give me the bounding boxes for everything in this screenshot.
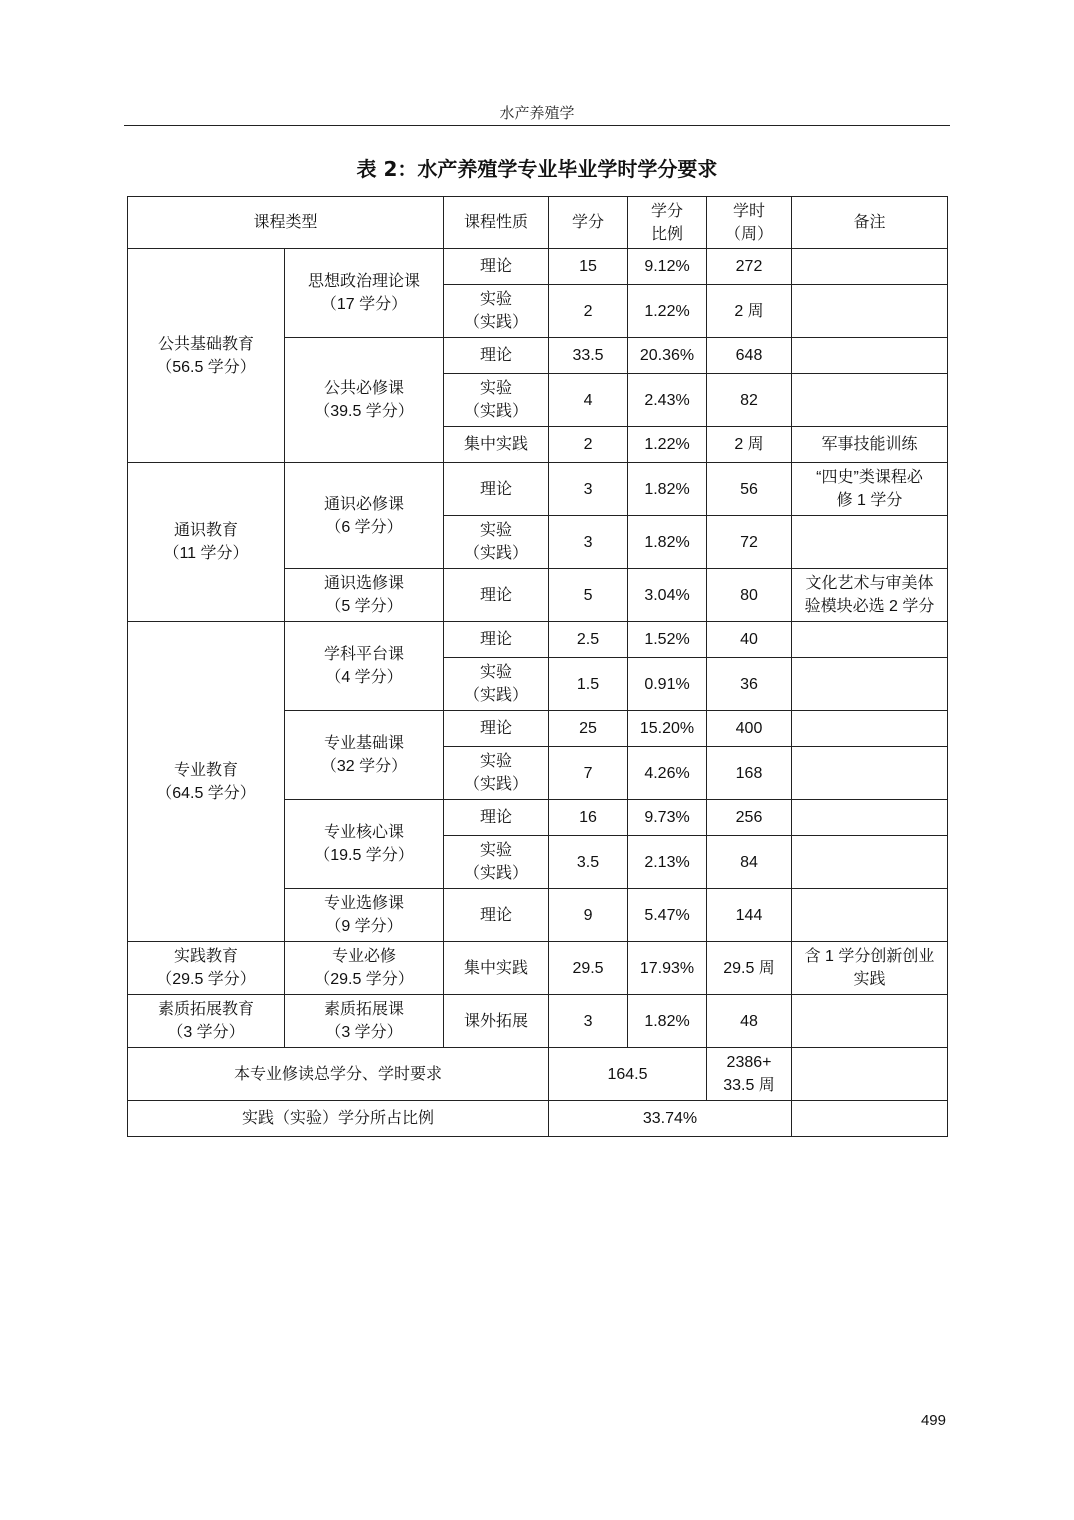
cell-credit: 16 bbox=[549, 800, 628, 836]
cell-credit: 5 bbox=[549, 569, 628, 622]
cell-ratio: 2.43% bbox=[628, 374, 707, 427]
cell-credit: 4 bbox=[549, 374, 628, 427]
cell-ratio: 5.47% bbox=[628, 889, 707, 942]
group-practice: 实践教育 （29.5 学分） bbox=[128, 942, 285, 995]
table-row bbox=[128, 249, 948, 285]
running-header: 水产养殖学 bbox=[499, 104, 575, 122]
cell-remark bbox=[792, 658, 948, 711]
table-row bbox=[128, 622, 948, 658]
cell-nature: 课外拓展 bbox=[444, 995, 549, 1048]
subgroup-public-required: 公共必修课 （39.5 学分） bbox=[285, 338, 444, 463]
header-course-nature: 课程性质 bbox=[444, 197, 549, 249]
cell-ratio: 3.04% bbox=[628, 569, 707, 622]
cell-remark bbox=[792, 374, 948, 427]
subgroup-discipline: 学科平台课 （4 学分） bbox=[285, 622, 444, 711]
totals-row bbox=[128, 1048, 948, 1101]
practice-ratio-value: 33.74% bbox=[549, 1101, 792, 1137]
cell-credit: 2 bbox=[549, 427, 628, 463]
header-credit-ratio: 学分 比例 bbox=[628, 197, 707, 249]
cell-hours: 256 bbox=[707, 800, 792, 836]
cell-nature: 理论 bbox=[444, 889, 549, 942]
cell-remark bbox=[792, 285, 948, 338]
cell-hours: 29.5 周 bbox=[707, 942, 792, 995]
cell-nature: 实验 （实践） bbox=[444, 516, 549, 569]
cell-ratio: 4.26% bbox=[628, 747, 707, 800]
cell-hours: 48 bbox=[707, 995, 792, 1048]
cell-credit: 15 bbox=[549, 249, 628, 285]
practice-ratio-row bbox=[128, 1101, 948, 1137]
subgroup-practice-required: 专业必修 （29.5 学分） bbox=[285, 942, 444, 995]
cell-ratio: 1.82% bbox=[628, 995, 707, 1048]
cell-nature: 集中实践 bbox=[444, 942, 549, 995]
cell-credit: 3.5 bbox=[549, 836, 628, 889]
subgroup-general-elective: 通识选修课 （5 学分） bbox=[285, 569, 444, 622]
cell-nature: 理论 bbox=[444, 338, 549, 374]
subgroup-major-basic: 专业基础课 （32 学分） bbox=[285, 711, 444, 800]
header-course-type: 课程类型 bbox=[128, 197, 444, 249]
cell-hours: 2 周 bbox=[707, 427, 792, 463]
cell-hours: 144 bbox=[707, 889, 792, 942]
table-row bbox=[128, 463, 948, 516]
header-credit: 学分 bbox=[549, 197, 628, 249]
cell-remark bbox=[792, 836, 948, 889]
cell-ratio: 1.82% bbox=[628, 516, 707, 569]
totals-credits: 164.5 bbox=[549, 1048, 707, 1101]
cell-ratio: 0.91% bbox=[628, 658, 707, 711]
cell-remark: “四史”类课程必 修 1 学分 bbox=[792, 463, 948, 516]
cell-hours: 82 bbox=[707, 374, 792, 427]
cell-credit: 7 bbox=[549, 747, 628, 800]
cell-nature: 理论 bbox=[444, 711, 549, 747]
cell-ratio: 1.52% bbox=[628, 622, 707, 658]
cell-ratio: 20.36% bbox=[628, 338, 707, 374]
cell-hours: 72 bbox=[707, 516, 792, 569]
cell-nature: 实验 （实践） bbox=[444, 285, 549, 338]
cell-nature: 理论 bbox=[444, 249, 549, 285]
cell-hours: 80 bbox=[707, 569, 792, 622]
page-number: 499 bbox=[920, 1412, 946, 1429]
cell-remark bbox=[792, 995, 948, 1048]
subgroup-general-required: 通识必修课 （6 学分） bbox=[285, 463, 444, 569]
cell-remark bbox=[792, 622, 948, 658]
cell-credit: 3 bbox=[549, 995, 628, 1048]
cell-ratio: 1.22% bbox=[628, 285, 707, 338]
table-row bbox=[128, 995, 948, 1048]
group-public: 公共基础教育 （56.5 学分） bbox=[128, 249, 285, 463]
cell-nature: 实验 （实践） bbox=[444, 658, 549, 711]
cell-credit: 29.5 bbox=[549, 942, 628, 995]
cell-ratio: 9.12% bbox=[628, 249, 707, 285]
cell-remark bbox=[792, 747, 948, 800]
cell-nature: 实验 （实践） bbox=[444, 747, 549, 800]
cell-remark: 军事技能训练 bbox=[792, 427, 948, 463]
subgroup-quality-course: 素质拓展课 （3 学分） bbox=[285, 995, 444, 1048]
cell-credit: 33.5 bbox=[549, 338, 628, 374]
cell-ratio: 9.73% bbox=[628, 800, 707, 836]
cell-hours: 2 周 bbox=[707, 285, 792, 338]
credit-requirements-table bbox=[127, 196, 948, 1137]
cell-credit: 25 bbox=[549, 711, 628, 747]
practice-ratio-label: 实践（实验）学分所占比例 bbox=[128, 1101, 549, 1137]
cell-hours: 84 bbox=[707, 836, 792, 889]
cell-ratio: 1.82% bbox=[628, 463, 707, 516]
cell-nature: 理论 bbox=[444, 463, 549, 516]
table-header-row bbox=[128, 197, 948, 249]
cell-credit: 2 bbox=[549, 285, 628, 338]
cell-ratio: 1.22% bbox=[628, 427, 707, 463]
cell-hours: 56 bbox=[707, 463, 792, 516]
cell-remark bbox=[792, 338, 948, 374]
cell-remark: 文化艺术与审美体 验模块必选 2 学分 bbox=[792, 569, 948, 622]
cell-remark bbox=[792, 516, 948, 569]
cell-credit: 9 bbox=[549, 889, 628, 942]
cell-ratio: 2.13% bbox=[628, 836, 707, 889]
header-rule bbox=[124, 125, 950, 126]
subgroup-major-core: 专业核心课 （19.5 学分） bbox=[285, 800, 444, 889]
subgroup-ideology: 思想政治理论课 （17 学分） bbox=[285, 249, 444, 338]
group-general: 通识教育 （11 学分） bbox=[128, 463, 285, 622]
cell-remark: 含 1 学分创新创业 实践 bbox=[792, 942, 948, 995]
cell-hours: 40 bbox=[707, 622, 792, 658]
cell-ratio: 15.20% bbox=[628, 711, 707, 747]
cell-hours: 648 bbox=[707, 338, 792, 374]
totals-remark bbox=[792, 1048, 948, 1101]
header-remark: 备注 bbox=[792, 197, 948, 249]
header-hours: 学时 （周） bbox=[707, 197, 792, 249]
cell-nature: 实验 （实践） bbox=[444, 836, 549, 889]
cell-credit: 1.5 bbox=[549, 658, 628, 711]
table-row bbox=[128, 942, 948, 995]
cell-credit: 3 bbox=[549, 463, 628, 516]
cell-hours: 400 bbox=[707, 711, 792, 747]
cell-hours: 272 bbox=[707, 249, 792, 285]
cell-hours: 36 bbox=[707, 658, 792, 711]
cell-remark bbox=[792, 889, 948, 942]
totals-label: 本专业修读总学分、学时要求 bbox=[128, 1048, 549, 1101]
cell-remark bbox=[792, 711, 948, 747]
cell-credit: 2.5 bbox=[549, 622, 628, 658]
group-quality: 素质拓展教育 （3 学分） bbox=[128, 995, 285, 1048]
cell-hours: 168 bbox=[707, 747, 792, 800]
cell-remark bbox=[792, 249, 948, 285]
group-major: 专业教育 （64.5 学分） bbox=[128, 622, 285, 942]
cell-nature: 理论 bbox=[444, 622, 549, 658]
subgroup-major-elective: 专业选修课 （9 学分） bbox=[285, 889, 444, 942]
cell-nature: 理论 bbox=[444, 800, 549, 836]
cell-ratio: 17.93% bbox=[628, 942, 707, 995]
cell-credit: 3 bbox=[549, 516, 628, 569]
cell-remark bbox=[792, 800, 948, 836]
practice-ratio-remark bbox=[792, 1101, 948, 1137]
cell-nature: 实验 （实践） bbox=[444, 374, 549, 427]
totals-hours: 2386+ 33.5 周 bbox=[707, 1048, 792, 1101]
table-title: 表 2：水产养殖学专业毕业学时学分要求 bbox=[356, 157, 718, 181]
cell-nature: 理论 bbox=[444, 569, 549, 622]
cell-nature: 集中实践 bbox=[444, 427, 549, 463]
